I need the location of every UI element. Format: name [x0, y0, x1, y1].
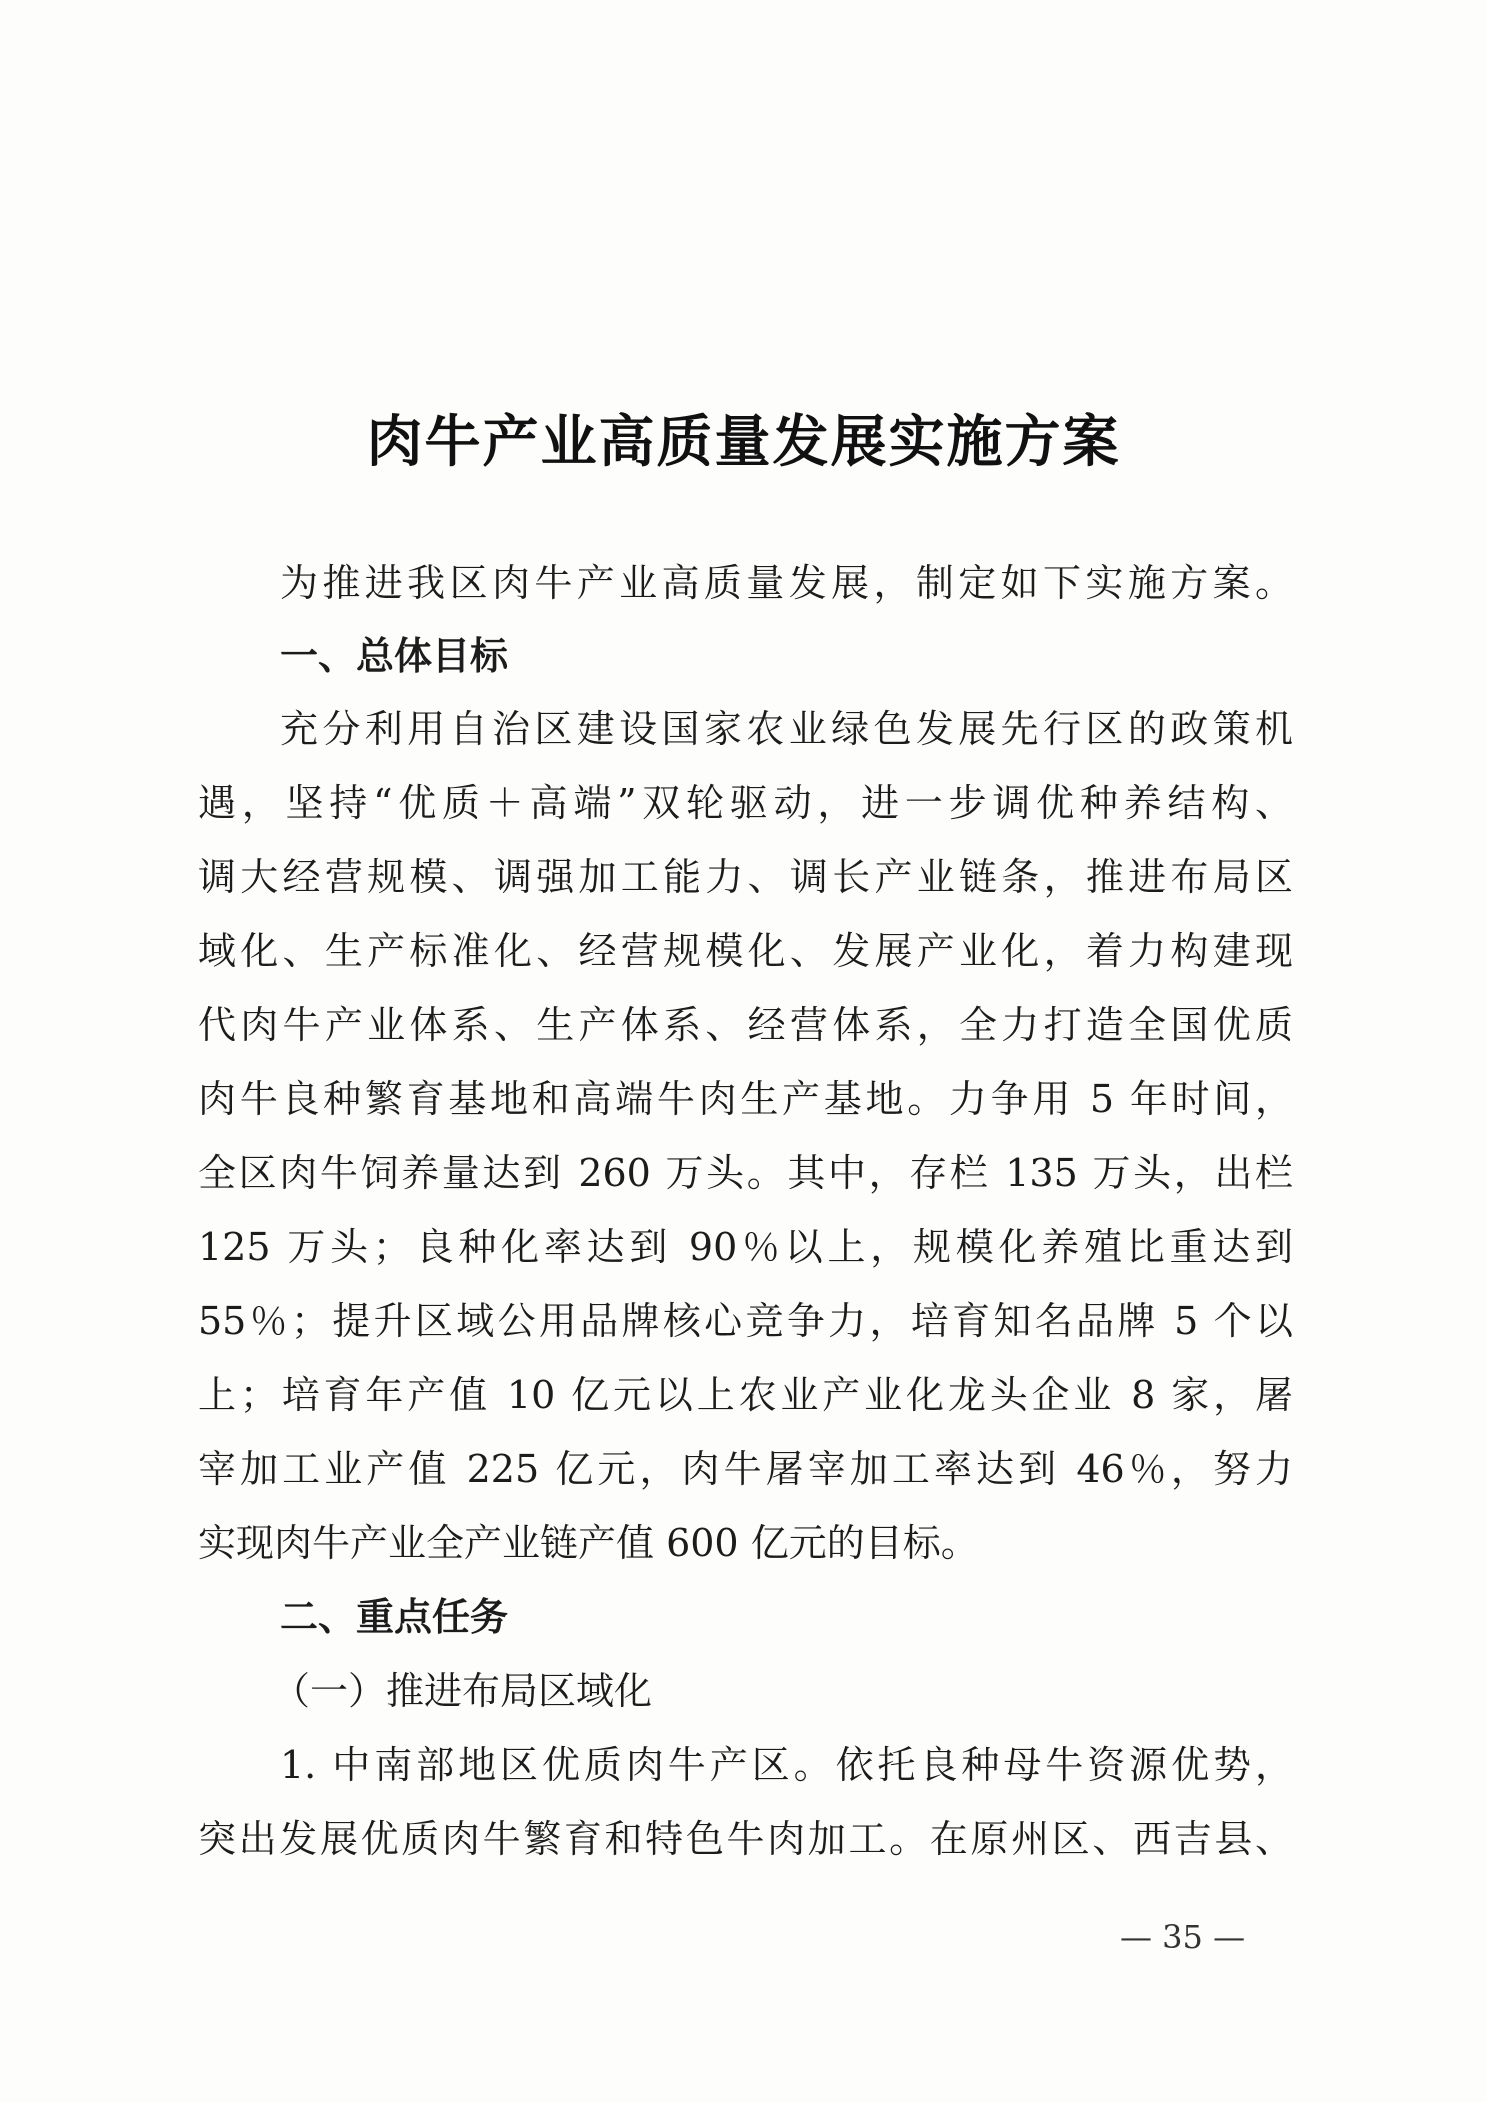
paragraph-line: 实现肉牛产业全产业链产值 600 亿元的目标。 — [198, 1521, 979, 1565]
section-heading-key-tasks: 二、重点任务 — [280, 1595, 509, 1639]
intro-paragraph: 为推进我区肉牛产业高质量发展，制定如下实施方案。 — [280, 561, 1293, 605]
paragraph-line: 125 万头；良种化率达到 90％以上，规模化养殖比重达到 — [198, 1225, 1293, 1269]
paragraph-line: 宰加工业产值 225 亿元，肉牛屠宰加工率达到 46％，努力 — [198, 1447, 1293, 1491]
paragraph-line: 突出发展优质肉牛繁育和特色牛肉加工。在原州区、西吉县、 — [198, 1817, 1293, 1861]
paragraph-line: 遇，坚持“优质＋高端”双轮驱动，进一步调优种养结构、 — [198, 781, 1293, 825]
paragraph-line: 域化、生产标准化、经营规模化、发展产业化，着力构建现 — [198, 929, 1293, 973]
paragraph-line: 55％；提升区域公用品牌核心竞争力，培育知名品牌 5 个以 — [198, 1299, 1293, 1343]
paragraph-line: 代肉牛产业体系、生产体系、经营体系，全力打造全国优质 — [198, 1003, 1293, 1047]
subsection-heading: （一）推进布局区域化 — [272, 1669, 653, 1713]
paragraph-line: 调大经营规模、调强加工能力、调长产业链条，推进布局区 — [198, 855, 1293, 899]
section-heading-overall-goals: 一、总体目标 — [280, 634, 509, 678]
paragraph-line: 上；培育年产值 10 亿元以上农业产业化龙头企业 8 家，屠 — [198, 1373, 1293, 1417]
paragraph-line: 肉牛良种繁育基地和高端牛肉生产基地。力争用 5 年时间， — [198, 1077, 1293, 1121]
page-number: — 35 — — [1120, 1918, 1246, 1956]
paragraph-line: 充分利用自治区建设国家农业绿色发展先行区的政策机 — [280, 707, 1293, 751]
document-title: 肉牛产业高质量发展实施方案 — [366, 410, 1121, 475]
paragraph-line: 全区肉牛饲养量达到 260 万头。其中，存栏 135 万头，出栏 — [198, 1151, 1293, 1195]
paragraph-line: 1. 中南部地区优质肉牛产区。依托良种母牛资源优势， — [280, 1743, 1293, 1787]
